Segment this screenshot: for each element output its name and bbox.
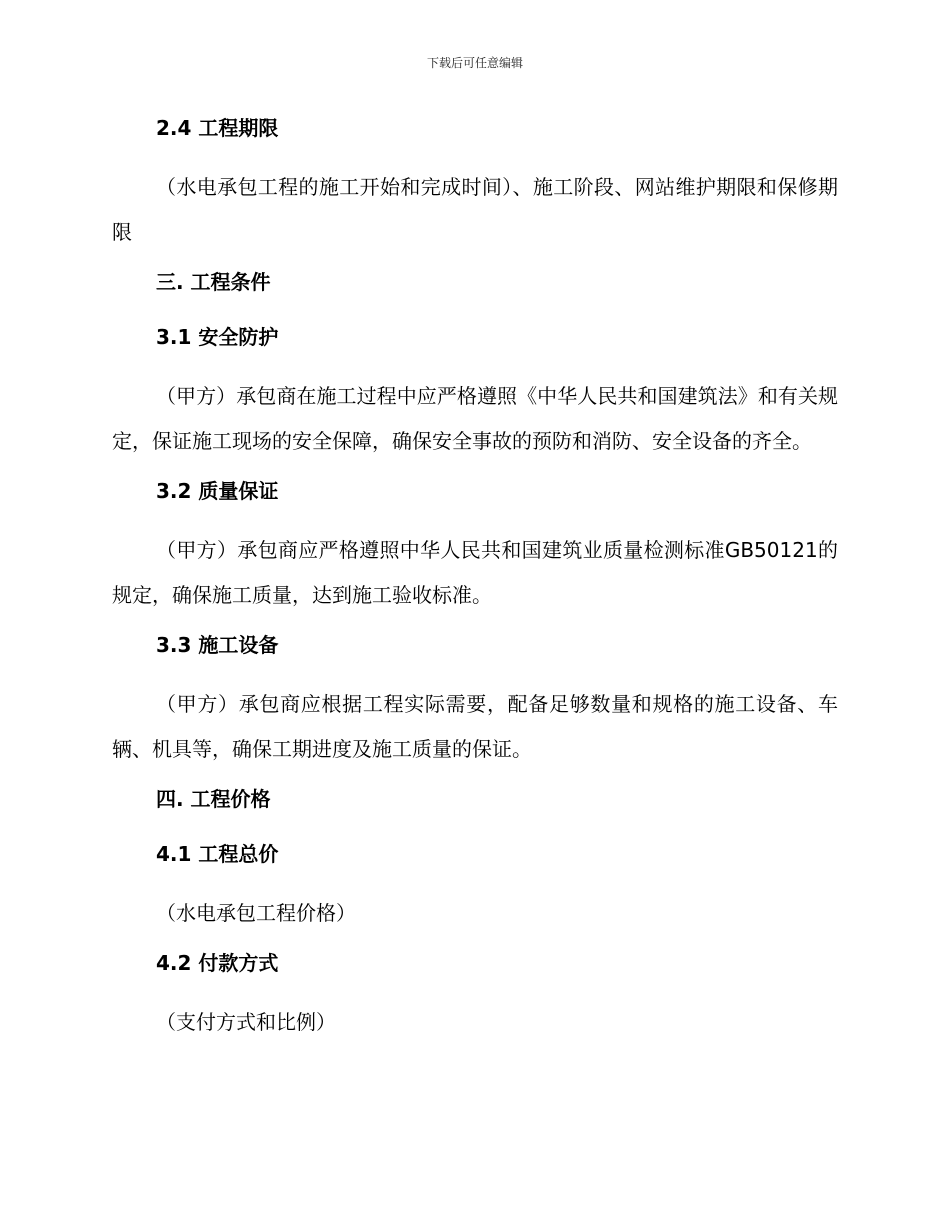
paragraph-3-3: （甲方）承包商应根据工程实际需要，配备足够数量和规格的施工设备、车辆、机具等，确保工期进度及施工质量的保证。 [112, 692, 838, 761]
heading-4-1: 4.1 工程总价 [156, 842, 279, 866]
paragraph-3-2: （甲方）承包商应严格遵照中华人民共和国建筑业质量检测标准GB50121的规定，确保施工质量，达到施工验收标准。 [112, 538, 838, 607]
paragraph-4-2: （支付方式和比例） [156, 1010, 336, 1034]
heading-3-2: 3.2 质量保证 [156, 479, 279, 503]
paragraph-2-4: （水电承包工程的施工开始和完成时间）、施工阶段、网站维护期限和保修期限 [112, 175, 838, 244]
heading-3-3: 3.3 施工设备 [156, 633, 279, 657]
heading-2-4: 2.4 工程期限 [156, 116, 279, 140]
document-body [112, 110, 838, 1045]
heading-4-2: 4.2 付款方式 [156, 951, 279, 975]
paragraph-4-1: （水电承包工程价格） [156, 901, 356, 925]
heading-section-4: 四. 工程价格 [156, 787, 271, 811]
page-header: 下载后可任意编辑 [426, 56, 523, 70]
paragraph-3-1: （甲方）承包商在施工过程中应严格遵照《中华人民共和国建筑法》和有关规定，保证施工现场的安全保障，确保安全事故的预防和消防、安全设备的齐全。 [112, 384, 838, 453]
heading-3-1: 3.1 安全防护 [156, 325, 279, 349]
heading-section-3: 三. 工程条件 [156, 270, 271, 294]
